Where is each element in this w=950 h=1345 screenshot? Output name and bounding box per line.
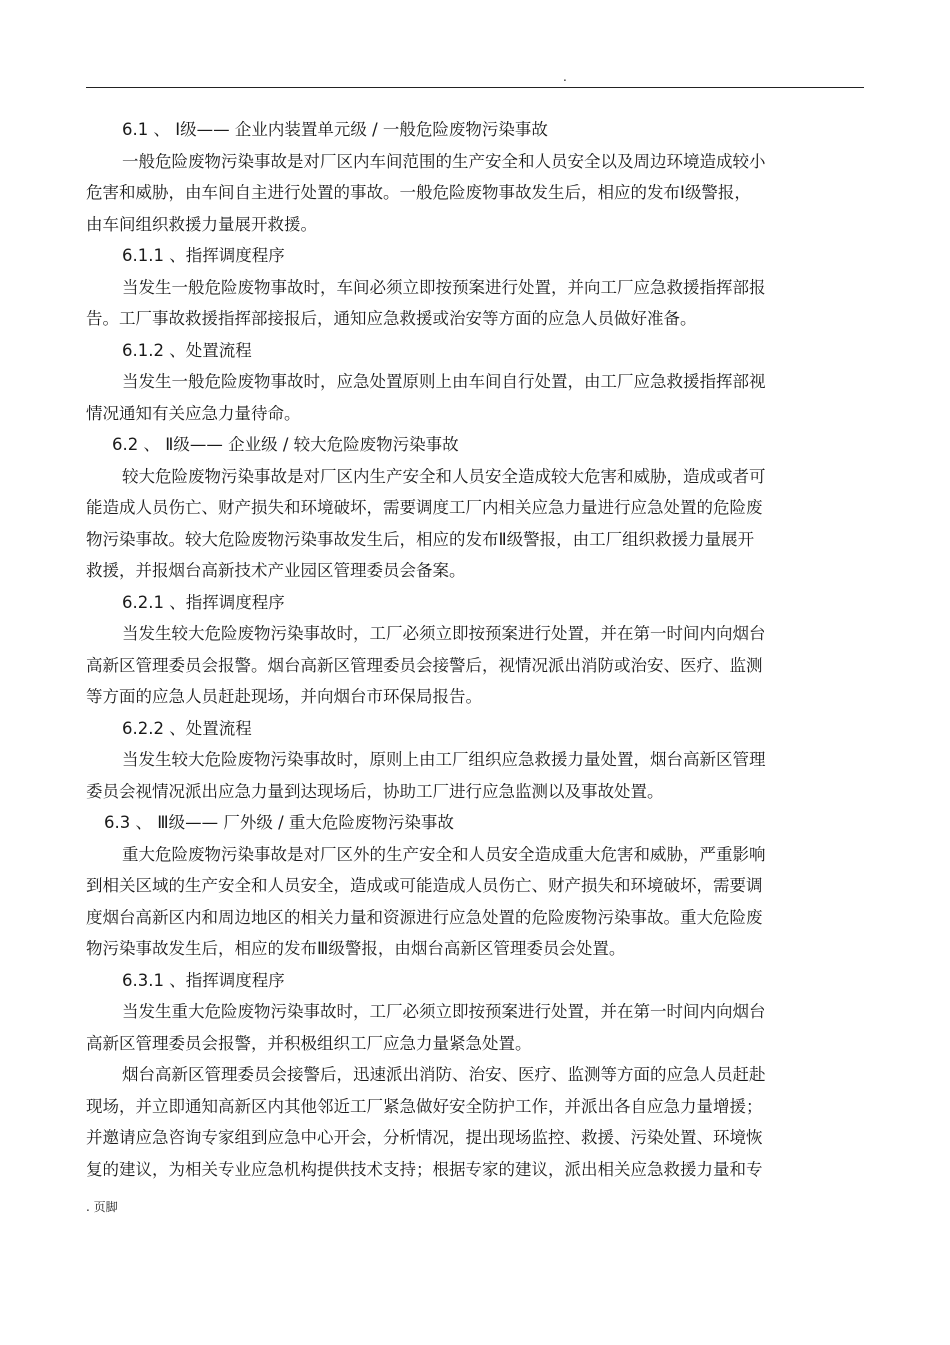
text-line: 复的建议，为相关专业应急机构提供技术支持；根据专家的建议，派出相关应急救援力量和专: [86, 1159, 763, 1179]
text-line: 烟台高新区管理委员会接警后，迅速派出消防、治安、医疗、监测等方面的应急人员赶赴: [122, 1065, 766, 1084]
text-line: 物污染事故发生后，相应的发布Ⅲ级警报，由烟台高新区管理委员会处置。: [86, 939, 626, 958]
text-line: 现场，并立即通知高新区内其他邻近工厂紧急做好安全防护工作，并派出各自应急力量增援；: [86, 1096, 763, 1116]
text-line: 委员会视情况派出应急力量到达现场后，协助工厂进行应急监测以及事故处置。: [86, 781, 664, 801]
text-line: 由车间组织救援力量展开救援。: [86, 214, 317, 234]
text-line: 等方面的应急人员赶赴现场，并向烟台市环保局报告。: [86, 687, 482, 706]
header-mark: .: [563, 70, 567, 84]
text-line: 当发生一般危险废物事故时，应急处置原则上由车间自行处置，由工厂应急救援指挥部视: [122, 372, 766, 391]
text-line: 能造成人员伤亡、财产损失和环境破坏，需要调度工厂内相关应急力量进行应急处置的危险废: [86, 498, 763, 517]
text-line: 6.2 、 Ⅱ级—— 企业级 / 较大危险废物污染事故: [112, 435, 459, 454]
text-line: 6.3.1 、指挥调度程序: [122, 970, 285, 990]
text-line: 一般危险废物污染事故是对厂区内车间范围的生产安全和人员安全以及周边环境造成较小: [122, 151, 766, 171]
text-line: 危害和威胁，由车间自主进行处置的事故。一般危险废物事故发生后，相应的发布Ⅰ级警报，: [86, 183, 751, 202]
text-line: 较大危险废物污染事故是对厂区内生产安全和人员安全造成较大危害和威胁，造成或者可: [122, 466, 766, 486]
text-line: 高新区管理委员会报警。烟台高新区管理委员会接警后，视情况派出消防或治安、医疗、监测: [86, 655, 763, 675]
text-line: 重大危险废物污染事故是对厂区外的生产安全和人员安全造成重大危害和威胁，严重影响: [122, 844, 766, 864]
text-line: 当发生较大危险废物污染事故时，原则上由工厂组织应急救援力量处置，烟台高新区管理: [122, 750, 766, 769]
text-line: 并邀请应急咨询专家组到应急中心开会，分析情况，提出现场监控、救援、污染处置、环境恢: [86, 1128, 763, 1147]
text-line: 情况通知有关应急力量待命。: [86, 403, 301, 423]
text-line: 6.1 、 Ⅰ级—— 企业内装置单元级 / 一般危险废物污染事故: [122, 120, 548, 139]
text-line: 当发生较大危险废物污染事故时，工厂必须立即按预案进行处置，并在第一时间内向烟台: [122, 624, 766, 643]
text-line: 当发生重大危险废物污染事故时，工厂必须立即按预案进行处置，并在第一时间内向烟台: [122, 1002, 766, 1021]
text-line: 度烟台高新区内和周边地区的相关力量和资源进行应急处置的危险废物污染事故。重大危险废: [86, 907, 763, 927]
text-line: 到相关区域的生产安全和人员安全，造成或可能造成人员伤亡、财产损失和环境破坏，需要调: [86, 876, 763, 895]
text-line: 救援，并报烟台高新技术产业园区管理委员会备案。: [86, 561, 466, 580]
text-line: 当发生一般危险废物事故时，车间必须立即按预案进行处置，并向工厂应急救援指挥部报: [122, 277, 766, 297]
text-line: 告。工厂事故救援指挥部接报后，通知应急救援或治安等方面的应急人员做好准备。: [86, 309, 697, 328]
text-line: 物污染事故。较大危险废物污染事故发生后，相应的发布Ⅱ级警报，由工厂组织救援力量展开: [86, 529, 755, 549]
text-line: 6.1.1 、指挥调度程序: [122, 246, 285, 265]
document-body: [86, 114, 822, 1185]
header-rule: [86, 87, 864, 88]
page-footer: . 页脚: [86, 1200, 118, 1214]
text-line: 6.3 、 Ⅲ级—— 厂外级 / 重大危险废物污染事故: [104, 813, 454, 832]
text-line: 6.1.2 、处置流程: [122, 340, 252, 360]
text-line: 6.2.2 、处置流程: [122, 718, 252, 738]
text-line: 6.2.1 、指挥调度程序: [122, 592, 285, 612]
text-line: 高新区管理委员会报警，并积极组织工厂应急力量紧急处置。: [86, 1033, 532, 1053]
